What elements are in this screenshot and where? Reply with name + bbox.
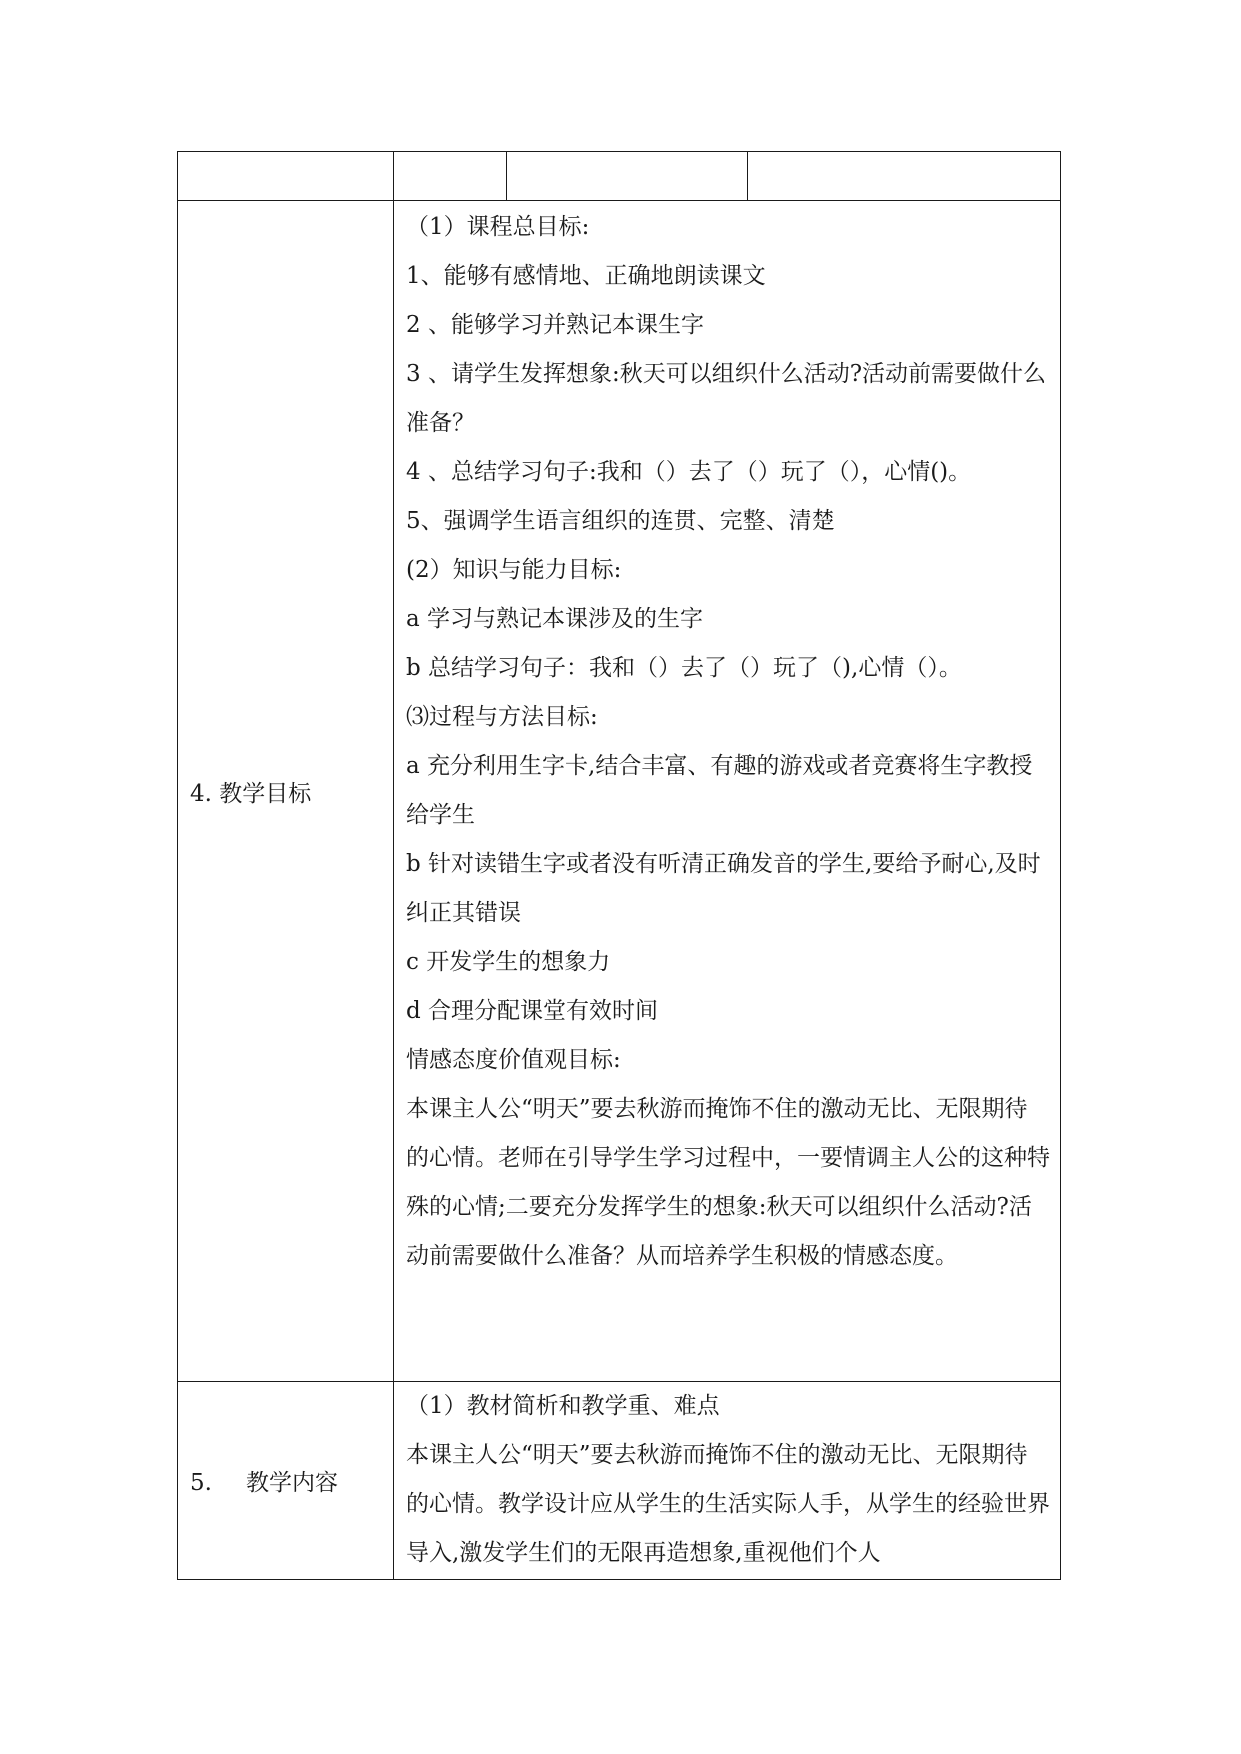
teaching-goals-content xyxy=(394,201,1061,1382)
goal-line: a 学习与熟记本课涉及的生字 xyxy=(406,606,704,632)
table-cell-empty xyxy=(394,152,507,201)
content-line: （1）教材简析和教学重、难点 xyxy=(406,1393,720,1419)
goal-line: b 总结学习句子：我和（）去了（）玩了（),心情（）。 xyxy=(406,655,962,681)
goal-line: d 合理分配课堂有效时间 xyxy=(406,998,659,1024)
teaching-goals-label xyxy=(178,201,394,1382)
goal-line: c 开发学生的想象力 xyxy=(406,949,611,975)
teaching-content-label-number: 5. xyxy=(190,1470,212,1496)
goal-line: （1）课程总目标: xyxy=(406,214,590,240)
goal-line: 3 、请学生发挥想象:秋天可以组织什么活动?活动前需要做什么准备？ xyxy=(406,361,1047,436)
teaching-content-content xyxy=(394,1382,1061,1580)
table-cell-empty xyxy=(178,152,394,201)
table-cell-empty xyxy=(748,152,1061,201)
goal-line: a 充分利用生字卡,结合丰富、有趣的游戏或者竞赛将生字教授给学生 xyxy=(406,753,1033,828)
goal-line: 5、强调学生语言组织的连贯、完整、清楚 xyxy=(406,508,835,534)
goal-paragraph: 本课主人公“明天”要去秋游而掩饰不住的激动无比、无限期待的心情。老师在引导学生学习过程中，一要情调主人公的这种特殊的心情;二要充分发挥学生的想象:秋天可以组织什么活动?活动前需要做什么准备？从而培养学生积极的情感态度。 xyxy=(406,1096,1050,1269)
content-paragraph: 本课主人公“明天”要去秋游而掩饰不住的激动无比、无限期待的心情。教学设计应从学生的生活实际人手，从学生的经验世界导入,激发学生们的无限再造想象,重视他们个人 xyxy=(406,1442,1050,1566)
table-row-teaching-goals xyxy=(178,201,1061,1382)
teaching-content-label xyxy=(178,1382,394,1580)
table-row-teaching-content xyxy=(178,1382,1061,1580)
table-cell-empty xyxy=(507,152,748,201)
goal-line: 4 、总结学习句子:我和（）去了（）玩了（），心情()。 xyxy=(406,459,972,485)
goal-line: (2）知识与能力目标: xyxy=(406,557,622,583)
goal-line: 情感态度价值观目标: xyxy=(406,1047,621,1073)
teaching-content-label-text: 教学内容 xyxy=(245,1470,338,1496)
goal-line: ⑶过程与方法目标: xyxy=(406,704,598,730)
goal-line: 2 、能够学习并熟记本课生字 xyxy=(406,312,704,338)
table-row-top xyxy=(178,152,1061,201)
lesson-plan-table xyxy=(177,151,1061,1580)
goal-line: b 针对读错生字或者没有听清正确发音的学生,要给予耐心,及时纠正其错误 xyxy=(406,851,1041,926)
teaching-goals-label-text: 4. 教学目标 xyxy=(190,780,312,807)
goal-line: 1、能够有感情地、正确地朗读课文 xyxy=(406,263,766,289)
